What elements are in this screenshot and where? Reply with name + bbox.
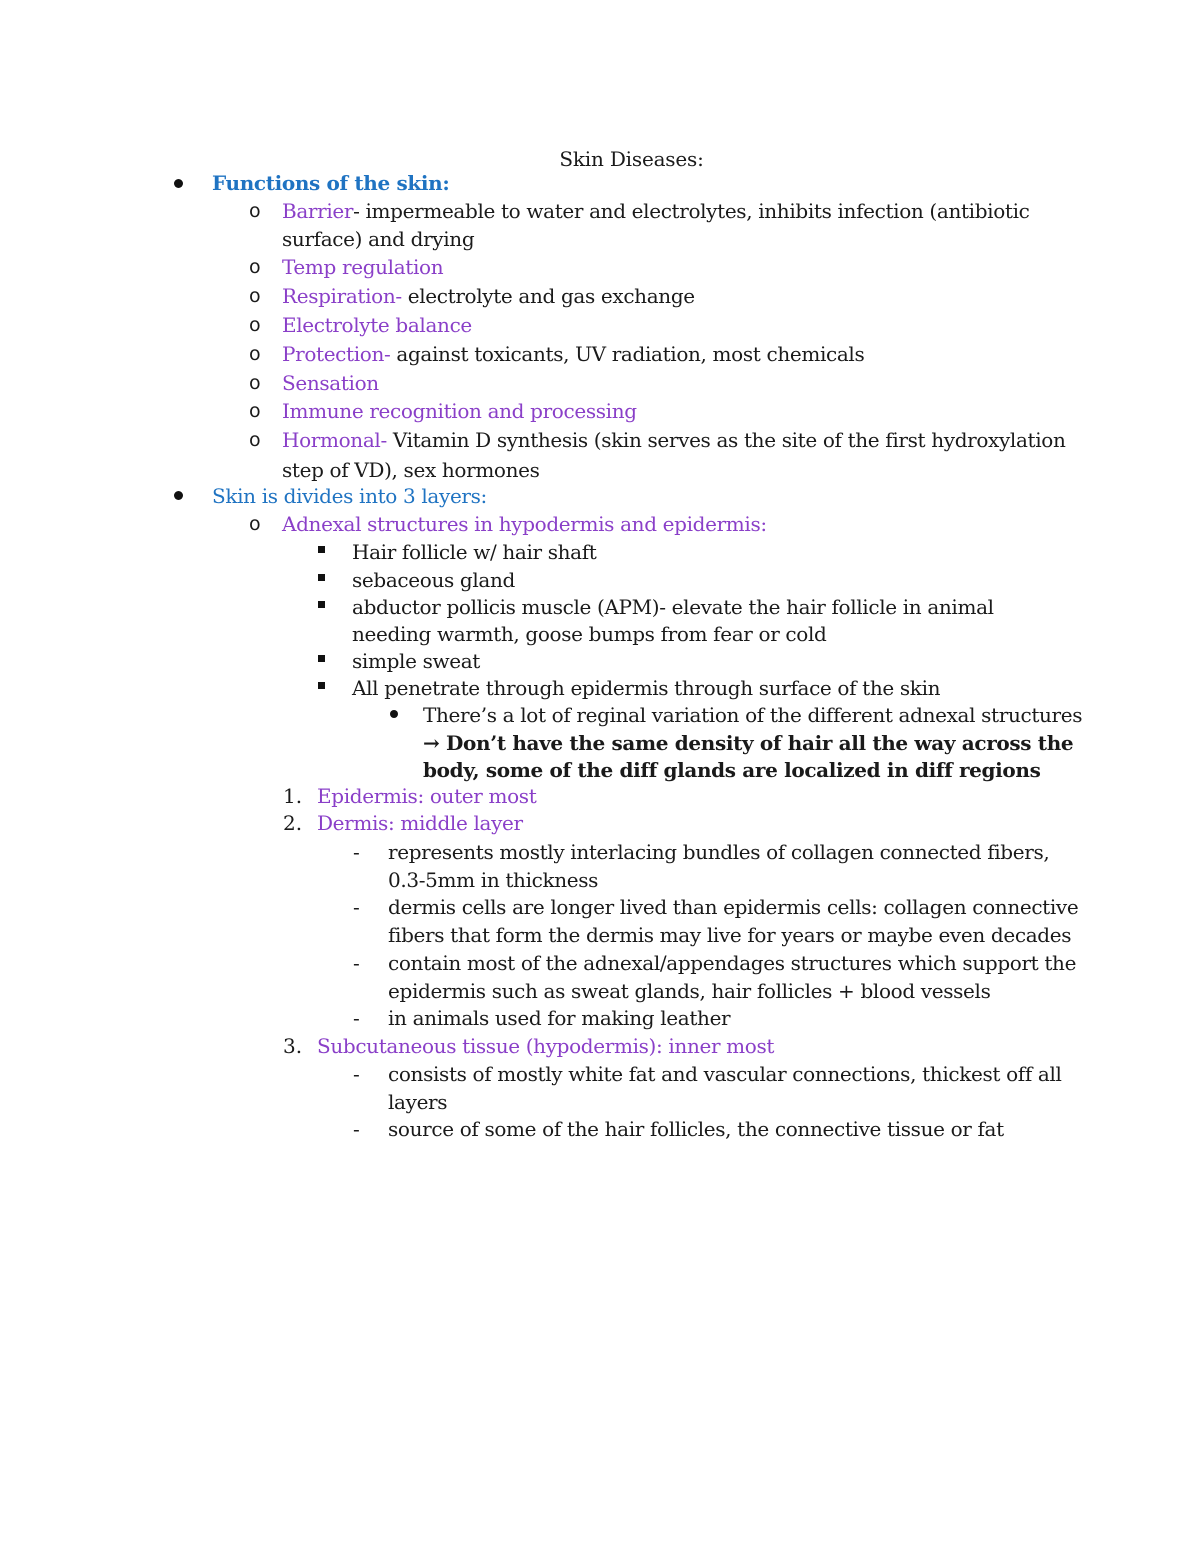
list-item-continuation: fibers that form the dermis may live for years or maybe even decades <box>388 923 1072 947</box>
page-title: Skin Diseases: <box>559 147 704 171</box>
circle-bullet-icon: o <box>249 513 261 535</box>
arrow-right-icon: → <box>423 731 440 755</box>
list-number: 3. <box>283 1034 303 1058</box>
list-item: Temp regulation <box>282 255 444 279</box>
list-item: Hormonal- Vitamin D synthesis (skin serves as the site of the first hydroxylation <box>282 428 1066 452</box>
list-item: There’s a lot of reginal variation of the different adnexal structures <box>423 703 1083 727</box>
list-item: Protection- against toxicants, UV radiation, most chemicals <box>282 342 865 366</box>
list-item-continuation: step of VD), sex hormones <box>282 458 540 482</box>
circle-bullet-icon: o <box>249 429 261 451</box>
list-item-continuation: surface) and drying <box>282 227 475 251</box>
circle-bullet-icon: o <box>249 400 261 422</box>
dash-bullet: - <box>353 951 360 975</box>
layers-heading: Skin is divides into 3 layers: <box>212 484 487 508</box>
square-bullet-icon <box>318 601 325 608</box>
list-item: Electrolyte balance <box>282 313 472 337</box>
list-item: represents mostly interlacing bundles of collagen connected fibers, <box>388 840 1050 864</box>
list-item-continuation: epidermis such as sweat glands, hair follicles + blood vessels <box>388 979 991 1003</box>
list-item: in animals used for making leather <box>388 1006 731 1030</box>
layer-heading: Subcutaneous tissue (hypodermis): inner most <box>317 1034 775 1058</box>
functions-heading: Functions of the skin: <box>212 171 450 195</box>
circle-bullet-icon: o <box>249 372 261 394</box>
adnexal-heading: Adnexal structures in hypodermis and epidermis: <box>282 512 767 536</box>
bullet-dot-icon <box>174 491 183 500</box>
list-item-continuation: 0.3-5mm in thickness <box>388 868 599 892</box>
list-number: 1. <box>283 784 303 808</box>
list-item: Barrier- impermeable to water and electrolytes, inhibits infection (antibiotic <box>282 199 1030 223</box>
circle-bullet-icon: o <box>249 200 261 222</box>
dash-bullet: - <box>353 1006 360 1030</box>
emphasis-line: → Don’t have the same density of hair all the way across the <box>423 731 1074 755</box>
list-item: dermis cells are longer lived than epidermis cells: collagen connective <box>388 895 1079 919</box>
square-bullet-icon <box>318 574 325 581</box>
layer-heading: Dermis: middle layer <box>317 811 523 835</box>
list-item: All penetrate through epidermis through surface of the skin <box>352 676 941 700</box>
list-item: Immune recognition and processing <box>282 399 637 423</box>
square-bullet-icon <box>318 682 325 689</box>
layer-heading: Epidermis: outer most <box>317 784 537 808</box>
dash-bullet: - <box>353 1062 360 1086</box>
circle-bullet-icon: o <box>249 285 261 307</box>
bullet-dot-icon <box>390 710 398 718</box>
dash-bullet: - <box>353 1117 360 1141</box>
list-item: Sensation <box>282 371 379 395</box>
list-item: source of some of the hair follicles, the connective tissue or fat <box>388 1117 1004 1141</box>
list-item: Respiration- electrolyte and gas exchange <box>282 284 695 308</box>
list-number: 2. <box>283 811 303 835</box>
square-bullet-icon <box>318 546 325 553</box>
circle-bullet-icon: o <box>249 314 261 336</box>
bullet-dot-icon <box>174 179 183 188</box>
circle-bullet-icon: o <box>249 343 261 365</box>
list-item: contain most of the adnexal/appendages structures which support the <box>388 951 1077 975</box>
list-item-continuation: layers <box>388 1090 448 1114</box>
dash-bullet: - <box>353 895 360 919</box>
list-item: Hair follicle w/ hair shaft <box>352 540 597 564</box>
list-item: simple sweat <box>352 649 480 673</box>
list-item-continuation: needing warmth, goose bumps from fear or cold <box>352 622 827 646</box>
list-item: abductor pollicis muscle (APM)- elevate the hair follicle in animal <box>352 595 994 619</box>
list-item: consists of mostly white fat and vascular connections, thickest off all <box>388 1062 1062 1086</box>
square-bullet-icon <box>318 655 325 662</box>
list-item: sebaceous gland <box>352 568 515 592</box>
dash-bullet: - <box>353 840 360 864</box>
emphasis-line: body, some of the diff glands are localized in diff regions <box>423 758 1041 782</box>
circle-bullet-icon: o <box>249 256 261 278</box>
